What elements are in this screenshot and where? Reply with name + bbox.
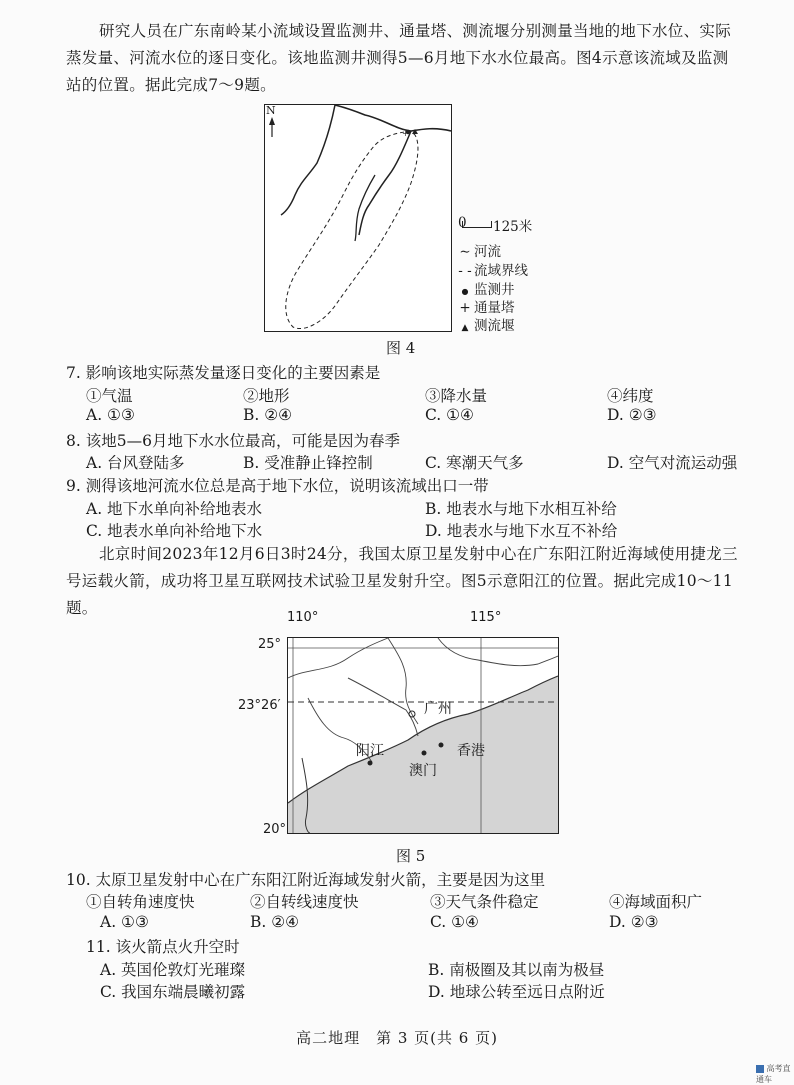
legend-well (456, 278, 515, 298)
q7-item-3: ③降水量 (425, 387, 488, 405)
question-11-stem: 11. 该火箭点火升空时 (86, 938, 240, 956)
q11-option-d: D. 地球公转至远日点附近 (428, 983, 605, 1001)
weir-icon: ▲ (461, 323, 469, 333)
page-footer: 高二地理 第 3 页(共 6 页) (296, 1029, 498, 1047)
figure-4-map (264, 104, 452, 332)
q7-item-1: ①气温 (86, 387, 133, 405)
logo-icon (756, 1065, 764, 1073)
q10-option-a: A. ①③ (100, 913, 149, 931)
legend-river (456, 240, 501, 260)
q10-item-2: ②自转线速度快 (250, 893, 359, 911)
q10-option-d: D. ②③ (609, 913, 659, 931)
question-9-stem: 9. 测得该地河流水位总是高于地下水位，说明该流域出口一带 (66, 477, 489, 495)
figure-5-map (287, 637, 559, 834)
q8-option-c: C. 寒潮天气多 (425, 454, 524, 472)
q11-option-c: C. 我国东端晨曦初露 (100, 983, 246, 1001)
legend-tower-label: 通量塔 (474, 300, 515, 316)
svg-text:+: + (402, 129, 409, 138)
intro-paragraph-2: 北京时间2023年12月6日3时24分，我国太原卫星发射中心在广东阳江附近海域使用捷龙三号运载火箭，成功将卫星互联网技术试验卫星发射升空。图5示意阳江的位置。据此完成10～11题。 (66, 545, 738, 617)
intro-paragraph-1: 研究人员在广东南岭某小流域设置监测井、通量塔、测流堰分别测量当地的地下水位、实际蒸发量、河流水位的逐日变化。该地监测井测得5—6月地下水水位最高。图4示意该流域及监测站的位置。据此完成7～9题。 (66, 22, 732, 94)
q7-option-b: B. ②④ (243, 406, 293, 424)
q7-item-2: ②地形 (243, 387, 290, 405)
lon-110-label: 110° (287, 610, 319, 625)
q11-option-a: A. 英国伦敦灯光璀璨 (100, 961, 246, 979)
question-10-stem: 10. 太原卫星发射中心在广东阳江附近海域发射火箭，主要是因为这里 (66, 871, 546, 889)
legend-weir (456, 314, 515, 334)
figure-4-caption: 图 4 (386, 339, 416, 357)
q7-option-a: A. ①③ (86, 406, 135, 424)
watermark-text: 高考直通车 (756, 1064, 791, 1084)
q9-option-b: B. 地表水与地下水相互补给 (425, 500, 617, 518)
place-hongkong: 香港 (457, 743, 485, 759)
legend-river-label: 河流 (474, 244, 501, 260)
river-icon: ∼ (459, 244, 471, 260)
legend-well-label: 监测井 (474, 282, 515, 298)
lat-25-label: 25° (258, 637, 282, 652)
q7-option-d: D. ②③ (607, 406, 657, 424)
legend-boundary (456, 259, 528, 279)
q7-option-c: C. ①④ (425, 406, 474, 424)
q10-option-b: B. ②④ (250, 913, 300, 931)
tower-icon: + (459, 300, 471, 316)
place-macau: 澳门 (409, 763, 437, 779)
legend-boundary-label: 流域界线 (474, 263, 528, 279)
q7-item-4: ④纬度 (607, 387, 654, 405)
q8-option-d: D. 空气对流运动强 (607, 454, 738, 472)
q10-item-1: ①自转角速度快 (86, 893, 195, 911)
scale-value: 125米 (493, 219, 533, 235)
lat-23-26-label: 23°26′ (238, 698, 281, 713)
guangdong-map-drawing (288, 638, 558, 833)
question-8-stem: 8. 该地5—6月地下水水位最高，可能是因为春季 (66, 432, 400, 450)
lat-20-label: 20° (263, 822, 287, 837)
q8-option-a: A. 台风登陆多 (86, 454, 185, 472)
q9-option-d: D. 地表水与地下水互不补给 (425, 522, 618, 540)
q10-item-3: ③天气条件稳定 (430, 893, 539, 911)
scale-zero: 0 (458, 215, 467, 231)
figure-5-caption: 图 5 (396, 847, 426, 865)
well-icon: ● (461, 287, 469, 296)
q9-option-a: A. 地下水单向补给地表水 (86, 500, 263, 518)
watershed-map-drawing (265, 105, 451, 331)
boundary-icon: - - (458, 263, 472, 279)
q11-option-b: B. 南极圈及其以南为极昼 (428, 961, 605, 979)
q8-option-b: B. 受准静止锋控制 (243, 454, 373, 472)
q10-option-c: C. ①④ (430, 913, 479, 931)
question-7-stem: 7. 影响该地实际蒸发量逐日变化的主要因素是 (66, 364, 381, 382)
place-guangzhou: 广州 (424, 701, 452, 717)
legend-tower (456, 296, 515, 316)
scale-bar (462, 221, 492, 228)
place-yangjiang: 阳江 (356, 743, 384, 759)
lon-115-label: 115° (470, 610, 502, 625)
north-label: N (266, 104, 276, 117)
q9-option-c: C. 地表水单向补给地下水 (86, 522, 263, 540)
q10-item-4: ④海域面积广 (609, 893, 703, 911)
legend-weir-label: 测流堰 (474, 318, 515, 334)
